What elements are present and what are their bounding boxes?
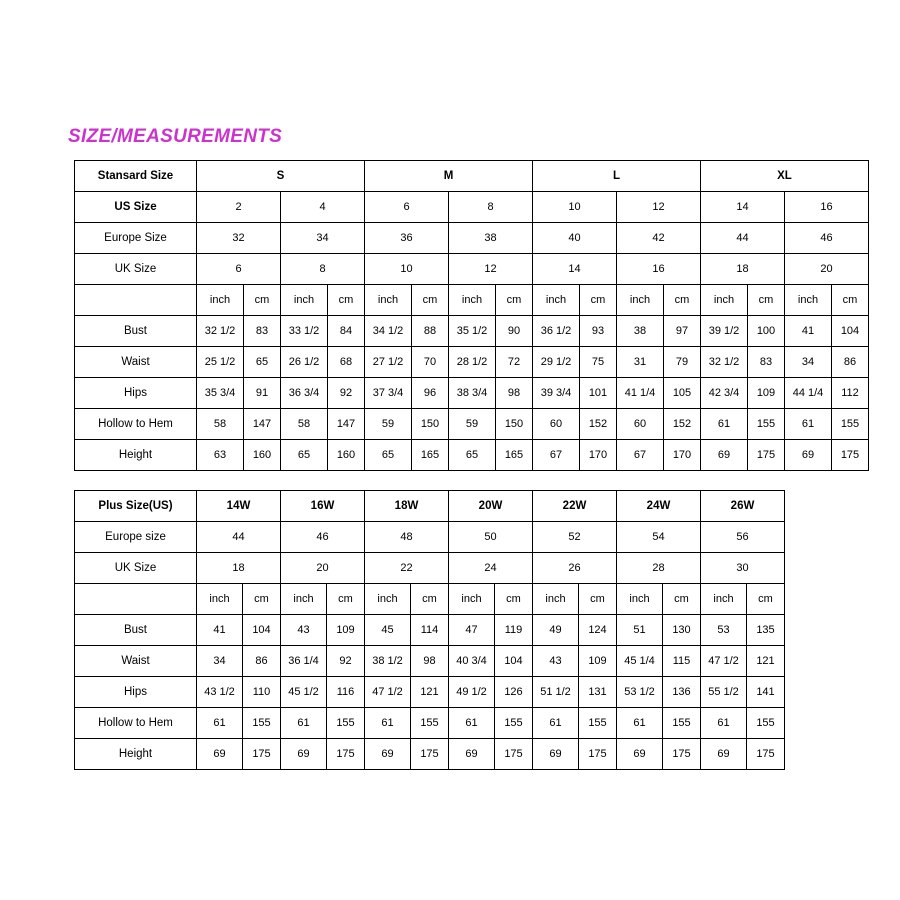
cell: 29 1/2 [533, 347, 580, 378]
row-label: Stansard Size [75, 161, 197, 192]
cell: 112 [832, 378, 869, 409]
unit-cell: cm [327, 584, 365, 615]
cell: 131 [579, 677, 617, 708]
cell: 31 [617, 347, 664, 378]
cell: 42 3/4 [701, 378, 748, 409]
cell: 40 3/4 [449, 646, 495, 677]
unit-cell: cm [495, 584, 533, 615]
unit-cell: inch [701, 584, 747, 615]
unit-cell: cm [579, 584, 617, 615]
cell: 4 [281, 192, 365, 223]
cell: 2 [197, 192, 281, 223]
cell: 50 [449, 522, 533, 553]
plus-size-20w: 20W [449, 491, 533, 522]
cell: 101 [580, 378, 617, 409]
unit-cell: inch [281, 285, 328, 316]
size-group-m: M [365, 161, 533, 192]
unit-cell: cm [496, 285, 533, 316]
cell: 35 3/4 [197, 378, 244, 409]
unit-cell: inch [533, 584, 579, 615]
cell: 10 [365, 254, 449, 285]
cell: 24 [449, 553, 533, 584]
cell: 45 1/2 [281, 677, 327, 708]
cell: 175 [832, 440, 869, 471]
cell: 36 3/4 [281, 378, 328, 409]
cell: 44 1/4 [785, 378, 832, 409]
cell: 39 1/2 [701, 316, 748, 347]
cell: 55 1/2 [701, 677, 747, 708]
table-row [75, 553, 785, 584]
cell: 83 [244, 316, 281, 347]
cell: 61 [701, 708, 747, 739]
cell: 53 [701, 615, 747, 646]
cell: 20 [281, 553, 365, 584]
cell: 93 [580, 316, 617, 347]
table-row-units [75, 285, 869, 316]
table-row [75, 161, 869, 192]
cell: 155 [748, 409, 785, 440]
cell: 36 [365, 223, 449, 254]
cell: 72 [496, 347, 533, 378]
cell: 12 [617, 192, 701, 223]
cell: 69 [365, 739, 411, 770]
plus-size-22w: 22W [533, 491, 617, 522]
row-label: Waist [75, 347, 197, 378]
cell: 10 [533, 192, 617, 223]
cell: 41 [785, 316, 832, 347]
table-row [75, 615, 785, 646]
cell: 61 [197, 708, 243, 739]
table-row [75, 646, 785, 677]
cell: 88 [412, 316, 449, 347]
cell: 43 [281, 615, 327, 646]
table-row [75, 316, 869, 347]
size-group-s: S [197, 161, 365, 192]
cell: 28 1/2 [449, 347, 496, 378]
cell: 38 1/2 [365, 646, 411, 677]
row-label: Plus Size(US) [75, 491, 197, 522]
cell: 65 [365, 440, 412, 471]
cell: 18 [197, 553, 281, 584]
cell: 155 [579, 708, 617, 739]
unit-cell: inch [197, 584, 243, 615]
cell: 65 [244, 347, 281, 378]
cell: 44 [701, 223, 785, 254]
unit-cell: inch [617, 285, 664, 316]
table-row [75, 192, 869, 223]
cell: 48 [365, 522, 449, 553]
row-label: Height [75, 739, 197, 770]
cell: 18 [701, 254, 785, 285]
cell: 90 [496, 316, 533, 347]
cell: 61 [701, 409, 748, 440]
cell: 26 [533, 553, 617, 584]
cell: 68 [328, 347, 365, 378]
cell: 22 [365, 553, 449, 584]
cell: 33 1/2 [281, 316, 328, 347]
cell: 32 1/2 [197, 316, 244, 347]
cell: 69 [701, 440, 748, 471]
cell: 170 [580, 440, 617, 471]
plus-size-14w: 14W [197, 491, 281, 522]
table-row [75, 440, 869, 471]
cell: 39 3/4 [533, 378, 580, 409]
unit-cell: cm [328, 285, 365, 316]
cell: 155 [495, 708, 533, 739]
cell: 58 [281, 409, 328, 440]
cell: 52 [533, 522, 617, 553]
cell: 14 [533, 254, 617, 285]
cell: 25 1/2 [197, 347, 244, 378]
cell: 61 [533, 708, 579, 739]
row-label [75, 285, 197, 316]
unit-cell: cm [243, 584, 281, 615]
cell: 121 [411, 677, 449, 708]
cell: 46 [785, 223, 869, 254]
cell: 100 [748, 316, 785, 347]
cell: 38 [617, 316, 664, 347]
cell: 92 [328, 378, 365, 409]
cell: 51 [617, 615, 663, 646]
table-row [75, 522, 785, 553]
cell: 98 [411, 646, 449, 677]
row-label: Hips [75, 677, 197, 708]
cell: 69 [617, 739, 663, 770]
unit-cell: cm [412, 285, 449, 316]
cell: 141 [747, 677, 785, 708]
unit-cell: inch [785, 285, 832, 316]
cell: 38 3/4 [449, 378, 496, 409]
cell: 69 [785, 440, 832, 471]
table-row [75, 347, 869, 378]
cell: 61 [785, 409, 832, 440]
plus-size-table [74, 490, 785, 770]
cell: 60 [617, 409, 664, 440]
unit-cell: cm [663, 584, 701, 615]
cell: 47 1/2 [365, 677, 411, 708]
unit-cell: cm [580, 285, 617, 316]
unit-cell: inch [281, 584, 327, 615]
cell: 34 [197, 646, 243, 677]
cell: 70 [412, 347, 449, 378]
cell: 109 [579, 646, 617, 677]
unit-cell: inch [701, 285, 748, 316]
size-group-l: L [533, 161, 701, 192]
plus-size-16w: 16W [281, 491, 365, 522]
cell: 109 [327, 615, 365, 646]
cell: 30 [701, 553, 785, 584]
cell: 49 [533, 615, 579, 646]
cell: 175 [243, 739, 281, 770]
cell: 110 [243, 677, 281, 708]
unit-cell: inch [617, 584, 663, 615]
cell: 6 [365, 192, 449, 223]
cell: 155 [243, 708, 281, 739]
cell: 20 [785, 254, 869, 285]
cell: 53 1/2 [617, 677, 663, 708]
cell: 8 [449, 192, 533, 223]
cell: 61 [365, 708, 411, 739]
unit-cell: inch [365, 584, 411, 615]
row-label: UK Size [75, 553, 197, 584]
unit-cell: cm [664, 285, 701, 316]
cell: 36 1/2 [533, 316, 580, 347]
cell: 75 [580, 347, 617, 378]
table-row [75, 739, 785, 770]
cell: 44 [197, 522, 281, 553]
cell: 42 [617, 223, 701, 254]
cell: 14 [701, 192, 785, 223]
cell: 155 [663, 708, 701, 739]
cell: 32 1/2 [701, 347, 748, 378]
cell: 47 [449, 615, 495, 646]
cell: 92 [327, 646, 365, 677]
cell: 16 [617, 254, 701, 285]
standard-size-table [74, 160, 869, 471]
cell: 54 [617, 522, 701, 553]
cell: 150 [412, 409, 449, 440]
cell: 12 [449, 254, 533, 285]
cell: 121 [747, 646, 785, 677]
cell: 155 [747, 708, 785, 739]
page-title: SIZE/MEASUREMENTS [68, 126, 283, 147]
cell: 91 [244, 378, 281, 409]
cell: 114 [411, 615, 449, 646]
cell: 175 [747, 739, 785, 770]
unit-cell: inch [197, 285, 244, 316]
cell: 130 [663, 615, 701, 646]
cell: 175 [327, 739, 365, 770]
cell: 152 [580, 409, 617, 440]
cell: 27 1/2 [365, 347, 412, 378]
cell: 59 [449, 409, 496, 440]
cell: 61 [617, 708, 663, 739]
cell: 8 [281, 254, 365, 285]
plus-size-18w: 18W [365, 491, 449, 522]
cell: 150 [496, 409, 533, 440]
unit-cell: cm [244, 285, 281, 316]
table-row [75, 223, 869, 254]
cell: 86 [832, 347, 869, 378]
plus-size-26w: 26W [701, 491, 785, 522]
cell: 155 [411, 708, 449, 739]
unit-cell: inch [449, 285, 496, 316]
cell: 96 [412, 378, 449, 409]
cell: 136 [663, 677, 701, 708]
cell: 37 3/4 [365, 378, 412, 409]
cell: 175 [411, 739, 449, 770]
cell: 160 [244, 440, 281, 471]
cell: 69 [197, 739, 243, 770]
row-label: Bust [75, 316, 197, 347]
table-row [75, 708, 785, 739]
row-label: US Size [75, 192, 197, 223]
cell: 38 [449, 223, 533, 254]
row-label: Bust [75, 615, 197, 646]
cell: 67 [617, 440, 664, 471]
cell: 41 [197, 615, 243, 646]
cell: 6 [197, 254, 281, 285]
cell: 160 [328, 440, 365, 471]
cell: 65 [281, 440, 328, 471]
row-label: Waist [75, 646, 197, 677]
cell: 69 [449, 739, 495, 770]
cell: 61 [449, 708, 495, 739]
cell: 165 [412, 440, 449, 471]
table-row [75, 378, 869, 409]
cell: 45 1/4 [617, 646, 663, 677]
row-label: UK Size [75, 254, 197, 285]
cell: 45 [365, 615, 411, 646]
cell: 170 [664, 440, 701, 471]
cell: 51 1/2 [533, 677, 579, 708]
cell: 43 1/2 [197, 677, 243, 708]
cell: 152 [664, 409, 701, 440]
cell: 40 [533, 223, 617, 254]
cell: 41 1/4 [617, 378, 664, 409]
cell: 34 [785, 347, 832, 378]
cell: 34 [281, 223, 365, 254]
unit-cell: cm [832, 285, 869, 316]
cell: 32 [197, 223, 281, 254]
cell: 46 [281, 522, 365, 553]
cell: 104 [243, 615, 281, 646]
unit-cell: cm [411, 584, 449, 615]
cell: 147 [244, 409, 281, 440]
cell: 56 [701, 522, 785, 553]
cell: 135 [747, 615, 785, 646]
cell: 104 [832, 316, 869, 347]
cell: 175 [748, 440, 785, 471]
cell: 175 [495, 739, 533, 770]
cell: 155 [832, 409, 869, 440]
row-label: Europe size [75, 522, 197, 553]
plus-size-24w: 24W [617, 491, 701, 522]
cell: 67 [533, 440, 580, 471]
row-label: Hollow to Hem [75, 409, 197, 440]
cell: 58 [197, 409, 244, 440]
cell: 105 [664, 378, 701, 409]
row-label: Hollow to Hem [75, 708, 197, 739]
unit-cell: inch [365, 285, 412, 316]
cell: 124 [579, 615, 617, 646]
cell: 35 1/2 [449, 316, 496, 347]
cell: 69 [281, 739, 327, 770]
unit-cell: inch [449, 584, 495, 615]
table-row [75, 677, 785, 708]
cell: 119 [495, 615, 533, 646]
cell: 83 [748, 347, 785, 378]
cell: 175 [579, 739, 617, 770]
table-row [75, 491, 785, 522]
unit-cell: cm [747, 584, 785, 615]
table-row-units [75, 584, 785, 615]
cell: 59 [365, 409, 412, 440]
table-row [75, 409, 869, 440]
cell: 28 [617, 553, 701, 584]
cell: 155 [327, 708, 365, 739]
row-label: Hips [75, 378, 197, 409]
cell: 86 [243, 646, 281, 677]
cell: 165 [496, 440, 533, 471]
cell: 43 [533, 646, 579, 677]
cell: 63 [197, 440, 244, 471]
cell: 47 1/2 [701, 646, 747, 677]
cell: 175 [663, 739, 701, 770]
cell: 26 1/2 [281, 347, 328, 378]
cell: 34 1/2 [365, 316, 412, 347]
cell: 84 [328, 316, 365, 347]
cell: 147 [328, 409, 365, 440]
cell: 79 [664, 347, 701, 378]
cell: 65 [449, 440, 496, 471]
cell: 49 1/2 [449, 677, 495, 708]
cell: 104 [495, 646, 533, 677]
cell: 116 [327, 677, 365, 708]
row-label: Height [75, 440, 197, 471]
table-row [75, 254, 869, 285]
cell: 126 [495, 677, 533, 708]
cell: 69 [701, 739, 747, 770]
cell: 98 [496, 378, 533, 409]
row-label: Europe Size [75, 223, 197, 254]
cell: 97 [664, 316, 701, 347]
cell: 36 1/4 [281, 646, 327, 677]
cell: 60 [533, 409, 580, 440]
unit-cell: cm [748, 285, 785, 316]
row-label [75, 584, 197, 615]
cell: 115 [663, 646, 701, 677]
cell: 69 [533, 739, 579, 770]
cell: 16 [785, 192, 869, 223]
unit-cell: inch [533, 285, 580, 316]
cell: 61 [281, 708, 327, 739]
size-group-xl: XL [701, 161, 869, 192]
cell: 109 [748, 378, 785, 409]
